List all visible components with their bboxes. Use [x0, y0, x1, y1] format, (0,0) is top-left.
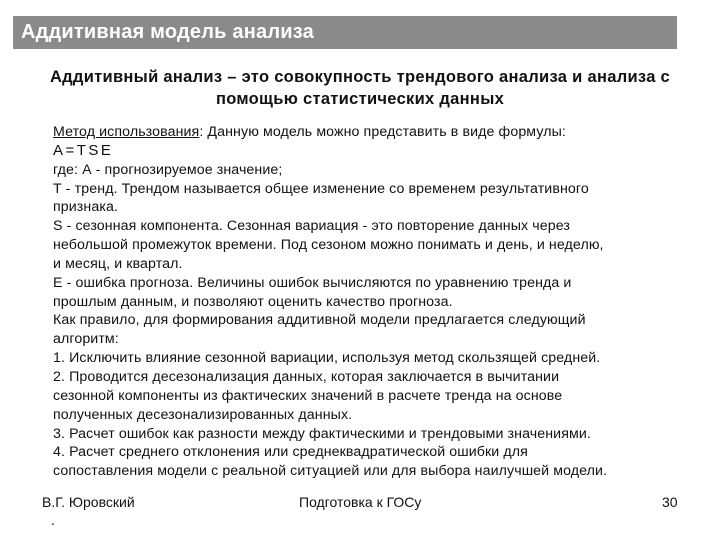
text-line: алгоритм: [53, 331, 119, 348]
method-description: : Данную модель можно представить в виде формулы: [199, 124, 566, 140]
footer-dot: . [51, 512, 55, 528]
text-line: сезонной компоненты из фактических значений в расчете тренда на основе [53, 387, 563, 404]
footer-course: Подготовка к ГОСу [299, 494, 422, 510]
subtitle-line-1: Аддитивный анализ – это совокупность трендового анализа и анализа с [49, 68, 671, 86]
method-line [53, 123, 685, 142]
slide-title: Аддитивная модель анализа [21, 21, 314, 43]
title-bar [13, 16, 677, 49]
text-line: признака. [53, 199, 118, 216]
slide-subtitle [20, 66, 700, 110]
text-line: 4. Расчет среднего отклонения или среднеквадратической ошибки для [53, 444, 528, 461]
text-line: небольшой промежуток времени. Под сезоном можно понимать и день, и неделю, [53, 237, 604, 254]
method-label: Метод использования [53, 124, 200, 140]
text-line: Е - ошибка прогноза. Величины ошибок вычисляются по уравнению тренда и [53, 274, 572, 291]
subtitle-line-2: помощью статистических данных [215, 90, 505, 108]
text-line: 1. Исключить влияние сезонной вариации, используя метод скользящей средней. [53, 350, 601, 367]
text-line: S - сезонная компонента. Сезонная вариация - это повторение данных через [53, 218, 571, 235]
text-line: 3. Расчет ошибок как разности между фактическими и трендовыми значениями. [53, 425, 591, 442]
text-line: прошлым данным, и позволяют оценить качество прогноза. [53, 293, 453, 310]
text-line: и месяц, и квартал. [53, 255, 183, 272]
formula: A=TSE [53, 141, 114, 159]
page-number: 30 [662, 494, 678, 510]
footer-author: В.Г. Юровский [42, 494, 135, 510]
text-line: сопоставления модели с реальной ситуацией или для выбора наилучшей модели. [53, 463, 608, 480]
text-line: Т - тренд. Трендом называется общее изменение со временем результативного [53, 180, 589, 197]
text-line: полученных десезонализированных данных. [53, 406, 353, 423]
text-line: Как правило, для формирования аддитивной модели предлагается следующий [53, 312, 586, 329]
text-line: 2. Проводится десезонализация данных, которая заключается в вычитании [53, 368, 560, 385]
text-line: где: А - прогнозируемое значение; [53, 161, 283, 178]
body-text [53, 123, 685, 481]
